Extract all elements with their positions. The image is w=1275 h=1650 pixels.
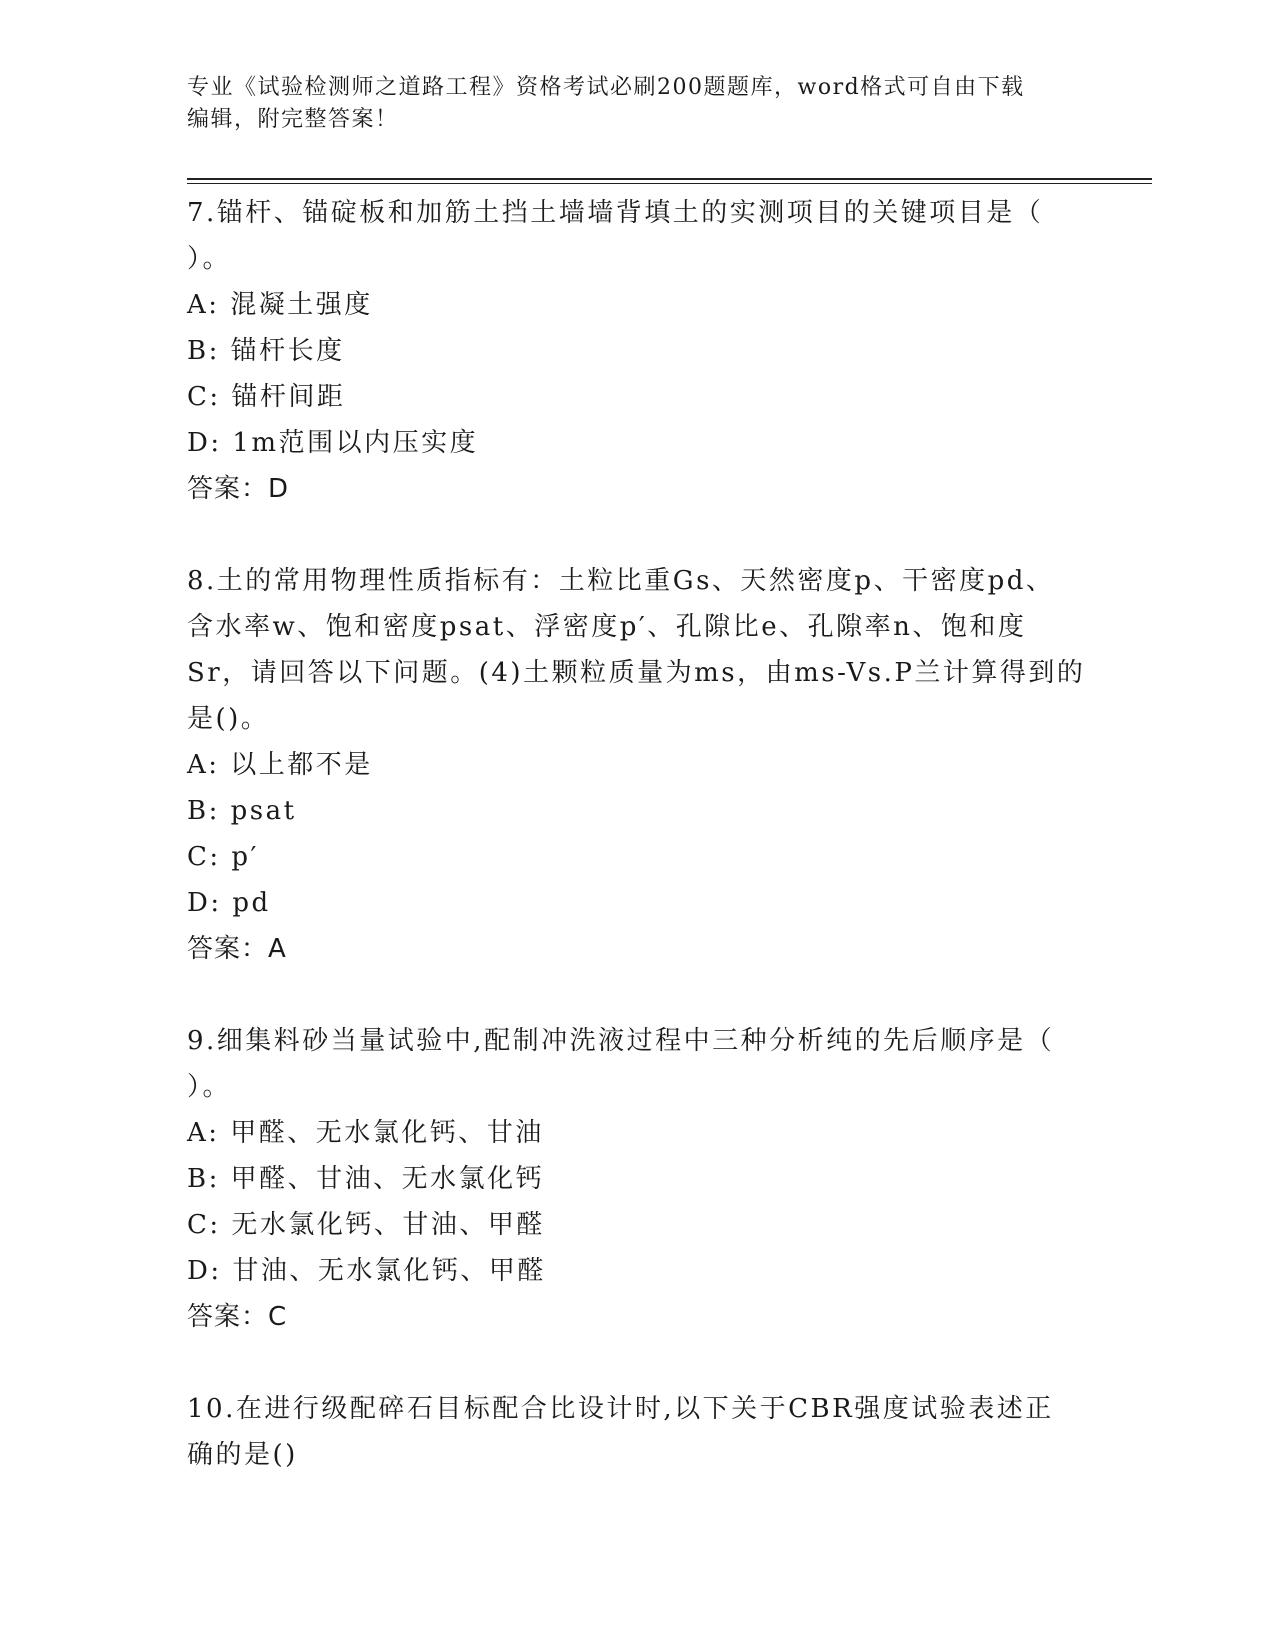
- option-d: D: 甘油、无水氯化钙、甲醛: [187, 1256, 546, 1286]
- document-header: [187, 72, 1087, 136]
- option-a: A: 甲醛、无水氯化钙、甘油: [187, 1118, 544, 1148]
- option-c: C: 无水氯化钙、甘油、甲醛: [187, 1210, 545, 1240]
- spacer: [187, 972, 1087, 1018]
- option-a: A: 混凝土强度: [187, 290, 373, 320]
- question-stem-line: 7.锚杆、锚碇板和加筋土挡土墙墙背填土的实测项目的关键项目是（: [187, 198, 1044, 228]
- question-stem-line: 10.在进行级配碎石目标配合比设计时,以下关于CBR强度试验表述正: [187, 1394, 1054, 1424]
- question-stem-line: 含水率w、饱和密度psat、浮密度p′、孔隙比e、孔隙率n、饱和度: [187, 612, 1027, 642]
- option-b: B: 甲醛、甘油、无水氯化钙: [187, 1164, 545, 1194]
- option-b: B: 锚杆长度: [187, 336, 345, 366]
- question-stem-line: 9.细集料砂当量试验中,配制冲洗液过程中三种分析纯的先后顺序是（: [187, 1026, 1055, 1056]
- question-10: [187, 1386, 1087, 1478]
- question-stem-line: 确的是(): [187, 1440, 298, 1470]
- answer: 答案：C: [187, 1302, 288, 1332]
- header-line-2: 编辑，附完整答案！: [187, 107, 399, 132]
- question-stem-line: Sr，请回答以下问题。(4)土颗粒质量为ms，由ms-Vs.P兰计算得到的: [187, 658, 1086, 688]
- question-stem-line: ）。: [187, 1072, 232, 1102]
- spacer: [187, 512, 1087, 558]
- question-stem-line: ）。: [187, 244, 232, 274]
- option-d: D: 1m范围以内压实度: [187, 428, 479, 458]
- option-d: D: pd: [187, 888, 271, 918]
- answer: 答案：D: [187, 474, 290, 504]
- header-divider-thick: [187, 178, 1152, 180]
- option-a: A: 以上都不是: [187, 750, 373, 780]
- header-line-1: 专业《试验检测师之道路工程》资格考试必刷200题题库，word格式可自由下载: [187, 75, 1025, 100]
- option-b: B: psat: [187, 796, 297, 826]
- header-divider-thin: [187, 183, 1152, 184]
- question-stem-line: 是()。: [187, 704, 270, 734]
- spacer: [187, 1340, 1087, 1386]
- question-8: [187, 558, 1087, 972]
- answer: 答案：A: [187, 934, 287, 964]
- question-7: [187, 190, 1087, 512]
- question-list: [187, 190, 1087, 1478]
- option-c: C: 锚杆间距: [187, 382, 346, 412]
- question-9: [187, 1018, 1087, 1340]
- option-c: C: p′: [187, 842, 259, 872]
- question-stem-line: 8.土的常用物理性质指标有：土粒比重Gs、天然密度p、干密度pd、: [187, 566, 1055, 596]
